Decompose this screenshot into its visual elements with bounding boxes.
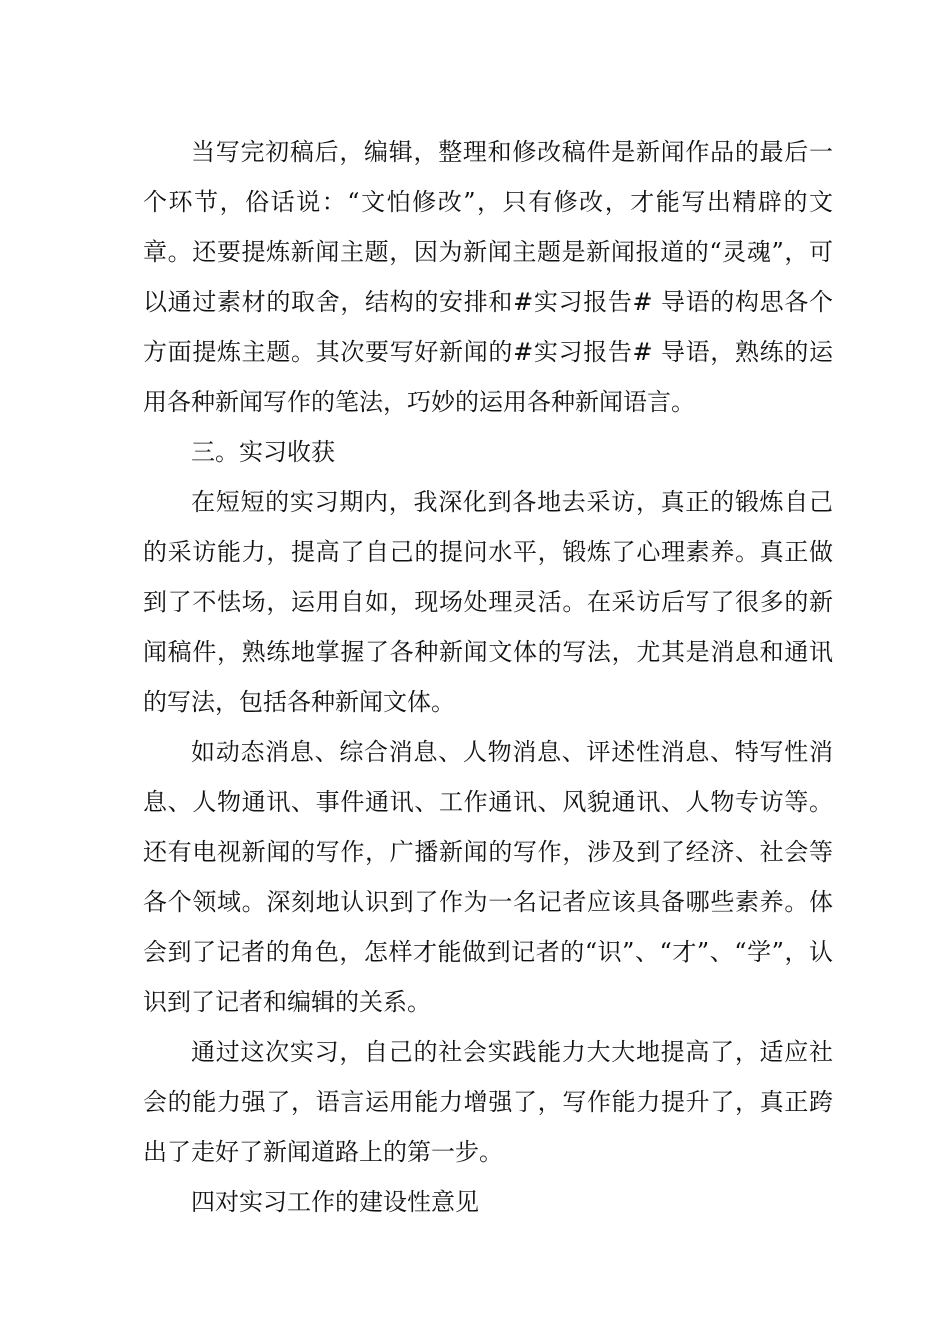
document-body: [143, 127, 833, 1227]
section-heading-gains: 三。实习收获: [191, 438, 335, 466]
paragraph-interviewing: 在短短的实习期内，我深化到各地去采访，真正的锻炼自己的采访能力，提高了自己的提问水平，锻炼了心理素养。真正做到了不怯场，运用自如，现场处理灵活。在采访后写了很多的新闻稿件，熟练地掌握了各种新闻文体的写法，尤其是消息和通讯的写法，包括各种新闻文体。: [143, 488, 833, 716]
paragraph-news-types: 如动态消息、综合消息、人物消息、评述性消息、特写性消息、人物通讯、事件通讯、工作通讯、风貌通讯、人物专访等。还有电视新闻的写作，广播新闻的写作，涉及到了经济、社会等各个领域。深刻地认识到了作为一名记者应该具备哪些素养。体会到了记者的角色，怎样才能做到记者的“识”、“才”、“学”，认识到了记者和编辑的关系。: [143, 738, 833, 1016]
paragraph-summary: 通过这次实习，自己的社会实践能力大大地提高了，适应社会的能力强了，语言运用能力增强了，写作能力提升了，真正跨出了走好了新闻道路上的第一步。: [143, 1038, 833, 1166]
section-heading-suggestions: 四对实习工作的建设性意见: [191, 1188, 479, 1216]
paragraph-editing: 当写完初稿后，编辑，整理和修改稿件是新闻作品的最后一个环节，俗话说：“文怕修改”，只有修改，才能写出精辟的文章。还要提炼新闻主题，因为新闻主题是新闻报道的“灵魂”，可以通过素材的取舍，结构的安排和#实习报告# 导语的构思各个方面提炼主题。其次要写好新闻的#实习报告# 导语，熟练的运用各种新闻写作的笔法，巧妙的运用各种新闻语言。: [143, 138, 833, 416]
